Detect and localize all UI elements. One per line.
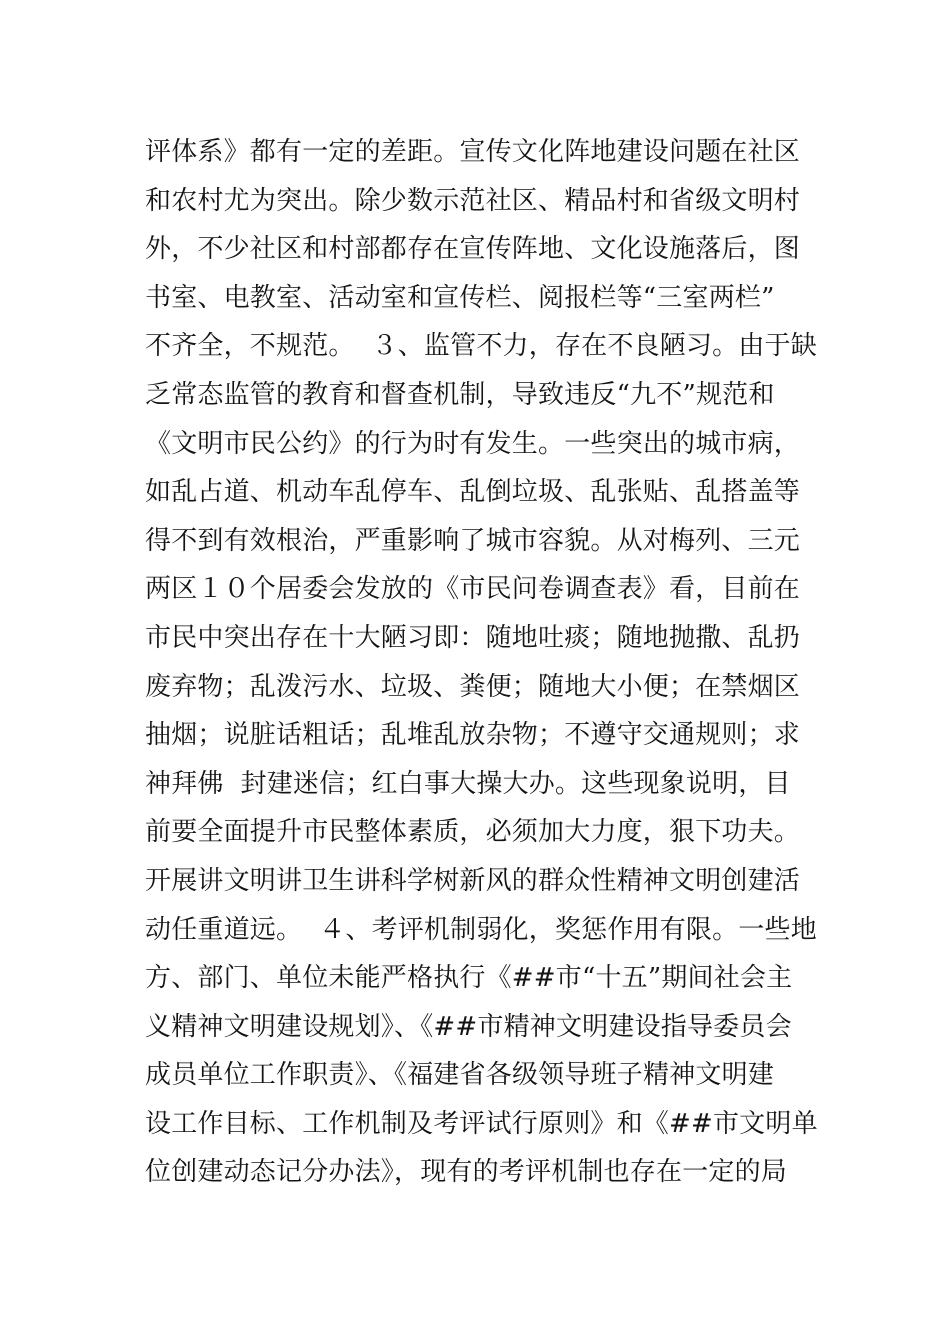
text-line: 成员单位工作职责》、《福建省各级领导班子精神文明建 bbox=[145, 1060, 775, 1091]
text-line: 乏常态监管的教育和督查机制，导致违反“九不”规范和 bbox=[145, 379, 775, 410]
text-line: 开展讲文明讲卫生讲科学树新风的群众性精神文明创建活 bbox=[145, 865, 801, 896]
text-line: 设工作目标、工作机制及考评试行原则》和《##市文明单 bbox=[145, 1108, 818, 1139]
text-line: 两区１０个居委会发放的《市民问卷调查表》看，目前在 bbox=[145, 574, 801, 605]
text-line: 如乱占道、机动车乱停车、乱倒垃圾、乱张贴、乱搭盖等 bbox=[145, 477, 801, 508]
text-line: 位创建动态记分办法》，现有的考评机制也存在一定的局 bbox=[145, 1157, 788, 1188]
text-line: 义精神文明建设规划》、《##市精神文明建设指导委员会 bbox=[145, 1011, 792, 1042]
text-line: 市民中突出存在十大陋习即：随地吐痰；随地抛撒、乱扔 bbox=[145, 622, 801, 653]
text-line: 方、部门、单位未能严格执行《##市“十五”期间社会主 bbox=[145, 963, 793, 994]
text-line: 得不到有效根治，严重影响了城市容貌。从对梅列、三元 bbox=[145, 525, 801, 556]
text-line: 外，不少社区和村部都存在宣传阵地、文化设施落后，图 bbox=[145, 234, 801, 265]
text-line: 《文明市民公约》的行为时有发生。一些突出的城市病， bbox=[145, 428, 801, 459]
text-line: 前要全面提升市民整体素质，必须加大力度，狠下功夫。 bbox=[145, 817, 801, 848]
body-text bbox=[145, 128, 825, 1197]
text-line: 评体系》都有一定的差距。宣传文化阵地建设问题在社区 bbox=[145, 137, 801, 167]
text-line: 废弃物；乱泼污水、垃圾、粪便；随地大小便；在禁烟区 bbox=[145, 671, 801, 702]
text-line: 动任重道远。 ４、考评机制弱化，奖惩作用有限。一些地 bbox=[145, 914, 817, 945]
text-line: 和农村尤为突出。除少数示范社区、精品村和省级文明村 bbox=[145, 185, 801, 216]
text-line: 不齐全，不规范。 ３、监管不力，存在不良陋习。由于缺 bbox=[145, 331, 817, 362]
text-line: 神拜佛 封建迷信；红白事大操大办。这些现象说明，目 bbox=[145, 768, 791, 799]
text-line: 书室、电教室、活动室和宣传栏、阅报栏等“三室两栏” bbox=[145, 282, 775, 313]
text-line: 抽烟；说脏话粗话；乱堆乱放杂物；不遵守交通规则；求 bbox=[145, 720, 801, 751]
